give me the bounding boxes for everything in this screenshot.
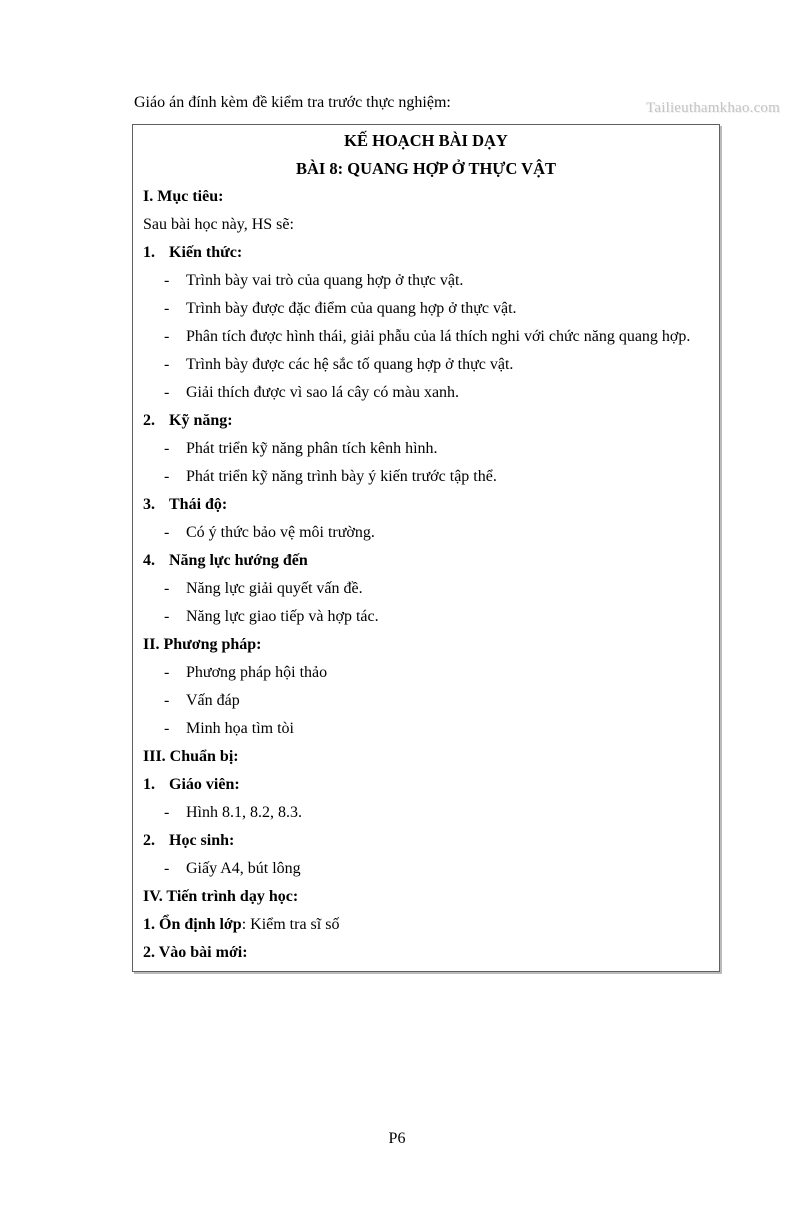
bullet-dash: -	[164, 356, 170, 373]
section-heading: IV. Tiến trình dạy học:	[143, 888, 299, 905]
bullet-item: - Giấy A4, bút lông	[143, 855, 709, 883]
bullet-item: - Phương pháp hội thảo	[143, 659, 709, 687]
bullet-dash: -	[164, 664, 170, 681]
bullet-dash: -	[164, 300, 170, 317]
bullet-dash: -	[164, 692, 170, 709]
document-content	[132, 92, 720, 972]
bullet-dash: -	[164, 272, 170, 289]
lesson-plan-subtitle: BÀI 8: QUANG HỢP Ở THỰC VẬT	[295, 159, 557, 178]
bullet-dash: -	[164, 468, 170, 485]
lesson-body	[143, 183, 709, 967]
page	[0, 92, 794, 1215]
mixed-line: 1. Ổn định lớp: Kiểm tra sĩ số	[143, 916, 340, 933]
numbered-heading: 1. Giáo viên:	[143, 776, 240, 793]
bullet-item: - Năng lực giải quyết vấn đề.	[143, 575, 709, 603]
bullet-item: - Phân tích được hình thái, giải phẫu của lá thích nghi với chức năng quang hợp.	[143, 323, 709, 351]
body-text: Sau bài học này, HS sẽ:	[143, 216, 294, 233]
bullet-dash: -	[164, 608, 170, 625]
bullet-item: - Năng lực giao tiếp và hợp tác.	[143, 603, 709, 631]
bullet-dash: -	[164, 440, 170, 457]
bullet-item: - Hình 8.1, 8.2, 8.3.	[143, 799, 709, 827]
numbered-heading: 4. Năng lực hướng đến	[143, 552, 308, 569]
numbered-heading: 1. Kiến thức:	[143, 244, 243, 261]
numbered-heading: 2. Học sinh:	[143, 832, 235, 849]
lesson-plan-box	[132, 124, 720, 972]
bullet-dash: -	[164, 580, 170, 597]
section-heading: III. Chuẩn bị:	[143, 748, 239, 765]
page-number: P6	[388, 1130, 406, 1147]
intro-text: Giáo án đính kèm đề kiểm tra trước thực nghiệm:	[134, 94, 451, 111]
watermark: Tailieuthamkhao.com	[646, 100, 780, 116]
bullet-dash: -	[164, 384, 170, 401]
bullet-item: - Minh họa tìm tòi	[143, 715, 709, 743]
bullet-dash: -	[164, 720, 170, 737]
section-heading: 2. Vào bài mới:	[143, 944, 248, 961]
bullet-item: - Có ý thức bảo vệ môi trường.	[143, 519, 709, 547]
section-heading: I. Mục tiêu:	[143, 188, 224, 205]
bullet-item: - Vấn đáp	[143, 687, 709, 715]
bullet-item: - Trình bày được các hệ sắc tố quang hợp ở thực vật.	[143, 351, 709, 379]
bullet-item: - Trình bày được đặc điểm của quang hợp ở thực vật.	[143, 295, 709, 323]
numbered-heading: 2. Kỹ năng:	[143, 412, 233, 429]
bullet-item: - Trình bày vai trò của quang hợp ở thực vật.	[143, 267, 709, 295]
lesson-plan-title: KẾ HOẠCH BÀI DẠY	[344, 131, 508, 150]
bullet-dash: -	[164, 804, 170, 821]
bullet-dash: -	[164, 860, 170, 877]
section-heading: II. Phương pháp:	[143, 636, 262, 653]
numbered-heading: 3. Thái độ:	[143, 496, 228, 513]
bullet-item: - Giải thích được vì sao lá cây có màu xanh.	[143, 379, 709, 407]
bullet-dash: -	[164, 328, 170, 345]
bullet-item: - Phát triển kỹ năng trình bày ý kiến trước tập thể.	[143, 463, 709, 491]
bullet-dash: -	[164, 524, 170, 541]
bullet-item: - Phát triển kỹ năng phân tích kênh hình.	[143, 435, 709, 463]
